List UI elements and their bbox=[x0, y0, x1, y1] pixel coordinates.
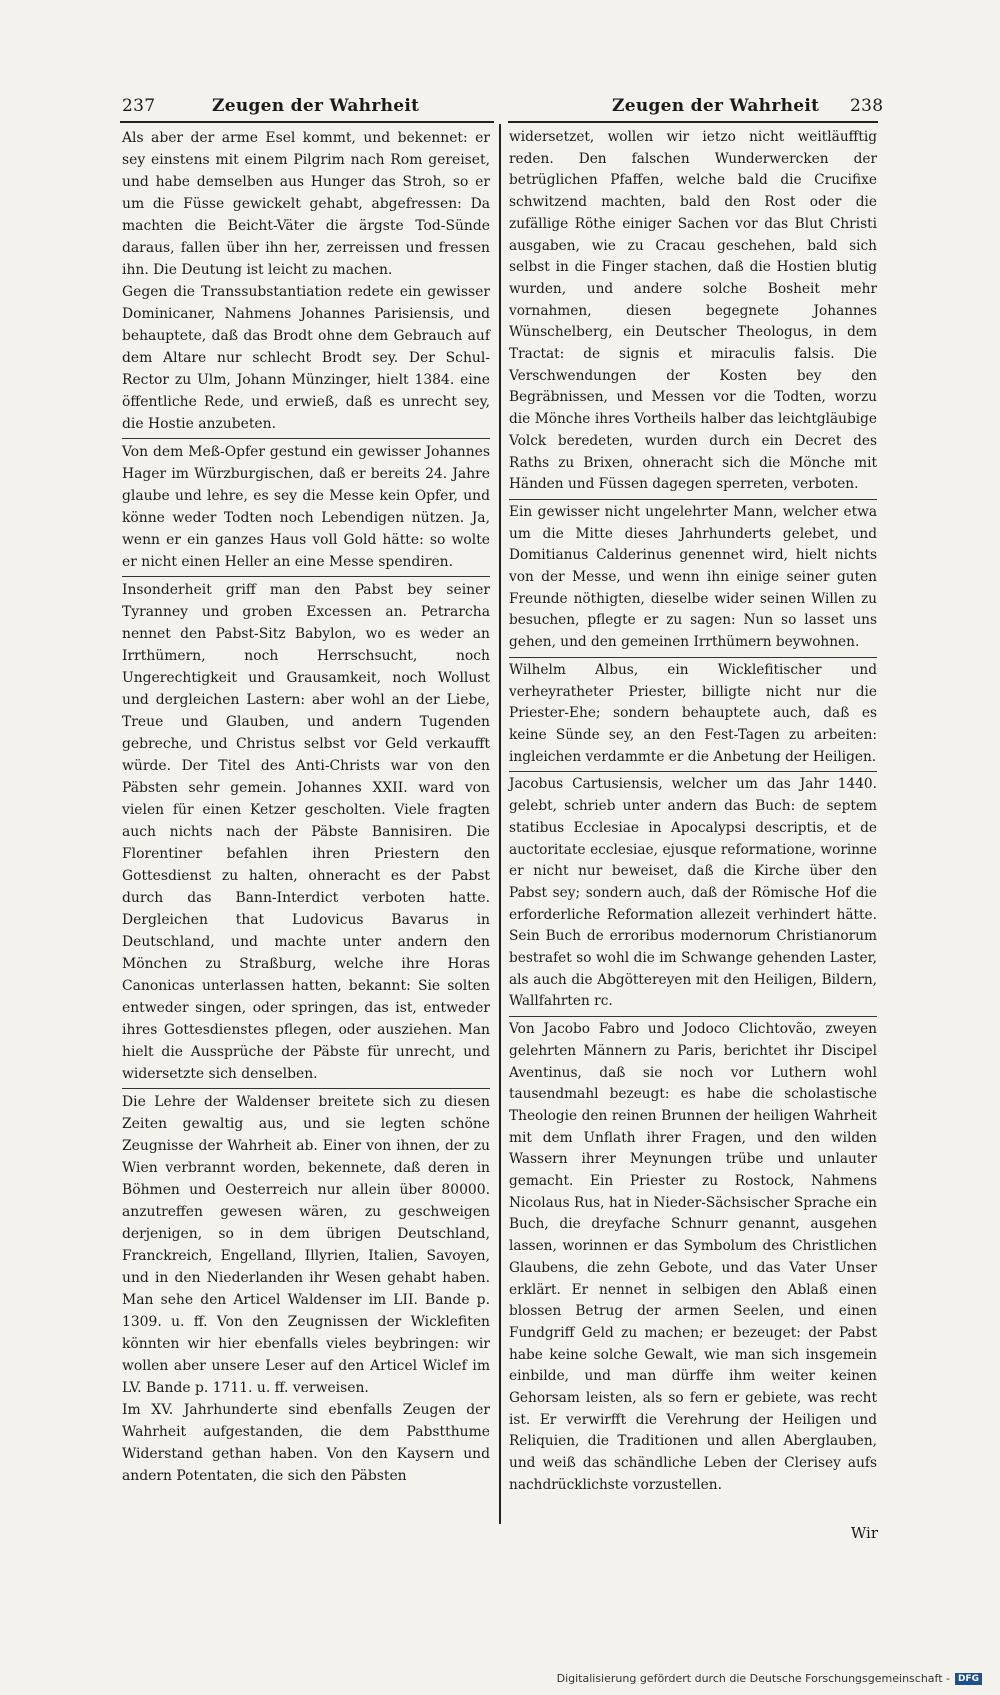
right-paragraph-5: Von Jacobo Fabro und Jodoco Clichtovão, zweyen gelehrten Männern zu Paris, berichtet ihr Discipel Aventinus, daß sie noch vor Luthern wohl tausendmahl bezeugt: es habe die scholastische Theologie den reinen Brunnen der heiligen Wahrheit mit dem Unflath ihrer Fragen, und den wilden Wassern ihrer Meynungen trübe und unlauter gemacht. Ein Priester zu Rostock, Nahmens Nicolaus Rus, hat in Nieder-Sächsischer Sprache ein Buch, die dreyfache Schnurr genannt, ausgehen lassen, worinnen er das Symbolum des Christlichen Glaubens, die zehn Gebote, und das Vater Unser erklärt. Er nennet in selbigen den Ablaß einen blossen Betrug der armen Seelen, und einen Fundgriff Geld zu machen; er bezeuget: der Pabst habe keine solche Gewalt, wie man sich insgemein einbilde, und man dürffe ihm weiter keinen Gehorsam leisten, als so fern er gebiete, was recht ist. Er verwirfft die Verehrung der Heiligen und Reliquien, die Traditionen und allen Aberglauben, und weiß das schändliche Leben der Clerisey aufs nachdrücklichste vorzustellen. bbox=[509, 1021, 877, 1493]
left-paragraph-4: Insonderheit griff man den Pabst bey seiner Tyranney und groben Excessen an. Petrarcha nennet den Pabst-Sitz Babylon, wo es weder an Irrthümern, noch Herrschsucht, noch Ungerechtigkeit und Grausamkeit, noch Wollust und dergleichen Lastern: aber wohl an der Liebe, Treue und Glauben, und andern Tugenden gebreche, und Christus selbst vor Geld verkaufft würde. Der Titel des Anti-Christs war von den Päbsten sehr gemein. Johannes XXII. ward von vielen für einen Ketzer gescholten. Viele fragten auch nichts nach der Päbste Bannisiren. Die Florentiner befahlen ihren Priestern den Gottesdienst zu halten, ohneracht es der Pabst durch das Bann-Interdict verboten hatte. Dergleichen that Ludovicus Bavarus in Deutschland, und machte unter andern den Mönchen zu Straßburg, welche ihre Horas Canonicas unterlassen hatten, bekannt: Sie solten entweder singen, oder springen, das ist, entweder ihres Gottesdienstes pflegen, oder ausziehen. Man hielt die Aussprüche der Päbste für unrecht, und widersetzte sich denselben. bbox=[122, 582, 490, 1082]
digitization-footer bbox=[557, 1672, 982, 1685]
left-paragraph-5: Die Lehre der Waldenser breitete sich zu diesen Zeiten gewaltig aus, und sie legten schöne Zeugnisse der Wahrheit ab. Einer von ihnen, der zu Wien verbrannt worden, bekennete, daß deren in Böhmen und Oesterreich nur allein über 80000. anzutreffen gewesen wären, zu geschweigen derjenigen, so in dem übrigen Deutschland, Franckreich, Engelland, Illyrien, Italien, Savoyen, und in den Niederlanden ihr Wesen gehabt haben. Man sehe den Articel Waldenser im LII. Bande p. 1309. u. ff. Von den Zeugnissen der Wicklefiten könnten wir hier ebenfalls vieles beybringen: wir wollen aber unsere Leser auf den Articel Wiclef im LV. Bande p. 1711. u. ff. verweisen. bbox=[122, 1094, 490, 1396]
section-separator bbox=[509, 1016, 877, 1017]
right-running-title: Zeugen der Wahrheit bbox=[612, 96, 820, 116]
section-separator bbox=[509, 499, 877, 500]
right-column bbox=[509, 127, 877, 1497]
header-rule-right bbox=[508, 121, 878, 123]
right-page-number: 238 bbox=[850, 96, 884, 116]
right-paragraph-2: Ein gewisser nicht ungelehrter Mann, welcher etwa um die Mitte dieses Jahrhunderts gelebet, und Domitianus Calderinus genennet wird, hielt nichts von der Messe, und wenn ihn einige seiner guten Freunde nöthigten, dieselbe wider seinen Willen zu besuchen, pflegte er zu sagen: Nun so lasset uns gehen, und den gemeinen Irrthümern beywohnen. bbox=[509, 503, 877, 651]
left-paragraph-2: Gegen die Transsubstantiation redete ein gewisser Dominicaner, Nahmens Johannes Parisiensis, und behauptete, daß das Brodt ohne dem Gebrauch auf dem Altare nur schlecht Brodt sey. Der Schul-Rector zu Ulm, Johann Münzinger, hielt 1384. eine öffentliche Rede, und erwieß, daß es unrecht sey, die Hostie anzubeten. bbox=[122, 284, 490, 432]
dfg-logo: DFG bbox=[955, 1673, 982, 1685]
left-page-number: 237 bbox=[122, 96, 156, 116]
left-column bbox=[122, 127, 490, 1487]
section-separator bbox=[122, 576, 490, 577]
section-separator bbox=[509, 657, 877, 658]
column-divider bbox=[499, 124, 501, 1524]
footer-text: Digitalisierung gefördert durch die Deutsche Forschungsgemeinschaft - bbox=[556, 1672, 950, 1685]
header-rule-left bbox=[120, 121, 494, 123]
section-separator bbox=[122, 438, 490, 439]
left-running-title: Zeugen der Wahrheit bbox=[212, 96, 420, 116]
left-paragraph-6: Im XV. Jahrhunderte sind ebenfalls Zeugen der Wahrheit aufgestanden, die dem Pabstthume Widerstand gethan haben. Von den Kaysern und andern Potentaten, die sich den Päbsten bbox=[122, 1402, 490, 1484]
section-separator bbox=[509, 771, 877, 772]
section-separator bbox=[122, 1088, 490, 1089]
right-paragraph-4: Jacobus Cartusiensis, welcher um das Jahr 1440. gelebt, schrieb unter andern das Buch: de septem statibus Ecclesiae in Apocalypsi descriptis, et de auctoritate ecclesiae, ejusque reformatione, worinne er nicht nur beweiset, daß die Kirche über den Pabst sey; sondern auch, daß der Römische Hof die erforderliche Reformation allezeit verhindert hätte. Sein Buch de erroribus modernorum Christianorum bestrafet so wohl die im Schwange gehenden Laster, als auch die Abgöttereyen mit den Heiligen, Bildern, Wallfahrten rc. bbox=[509, 776, 877, 1010]
left-paragraph-1: Als aber der arme Esel kommt, und bekennet: er sey einstens mit einem Pilgrim nach Rom gereiset, und habe demselben aus Hunger das Stroh, so er um die Füsse gewickelt gehabt, abgefressen: Da machten die Beicht-Väter die ärgste Tod-Sünde daraus, fallen über ihn her, zerreissen und fressen ihn. Die Deutung ist leicht zu machen. bbox=[122, 130, 490, 278]
left-paragraph-3: Von dem Meß-Opfer gestund ein gewisser Johannes Hager im Würzburgischen, daß er bereits 24. Jahre glaube und lehre, es sey die Messe kein Opfer, und könne weder Todten noch Lebendigen nützen. Ja, wenn er ein ganzes Haus voll Gold hätte: so wolte er nicht einen Heller an eine Messe spendiren. bbox=[122, 444, 490, 570]
right-paragraph-3: Wilhelm Albus, ein Wicklefitischer und verheyratheter Priester, billigte nicht nur die Priester-Ehe; sondern behauptete auch, daß es keine Sünde sey, an den Fest-Tagen zu arbeiten: ingleichen verdammte er die Anbetung der Heiligen. bbox=[509, 661, 877, 765]
catchword: Wir bbox=[850, 1524, 878, 1542]
right-paragraph-1: widersetzet, wollen wir ietzo nicht weitläufftig reden. Den falschen Wunderwercken der betrüglichen Pfaffen, welche bald die Crucifixe schwitzend machten, bald den Rost oder die zufällige Röthe einiger Sachen vor das Blut Christi ausgaben, wie zu Cracau geschehen, bald sich selbst in die Finger stachen, daß die Hostien blutig wurden, und andere solche Bosheit mehr vornahmen, diesen begegnete Johannes Wünschelberg, ein Deutscher Theologus, in dem Tractat: de signis et miraculis falsis. Die Verschwendungen der Kosten bey den Begräbnissen, und Messen vor die Todten, worzu die Mönche ihres Vortheils halber das leichtgläubige Volck beredeten, wurden durch ein Decret des Raths zu Brixen, ohneracht sich die Mönche mit Händen und Füssen dagegen sperreten, verboten. bbox=[509, 129, 877, 493]
